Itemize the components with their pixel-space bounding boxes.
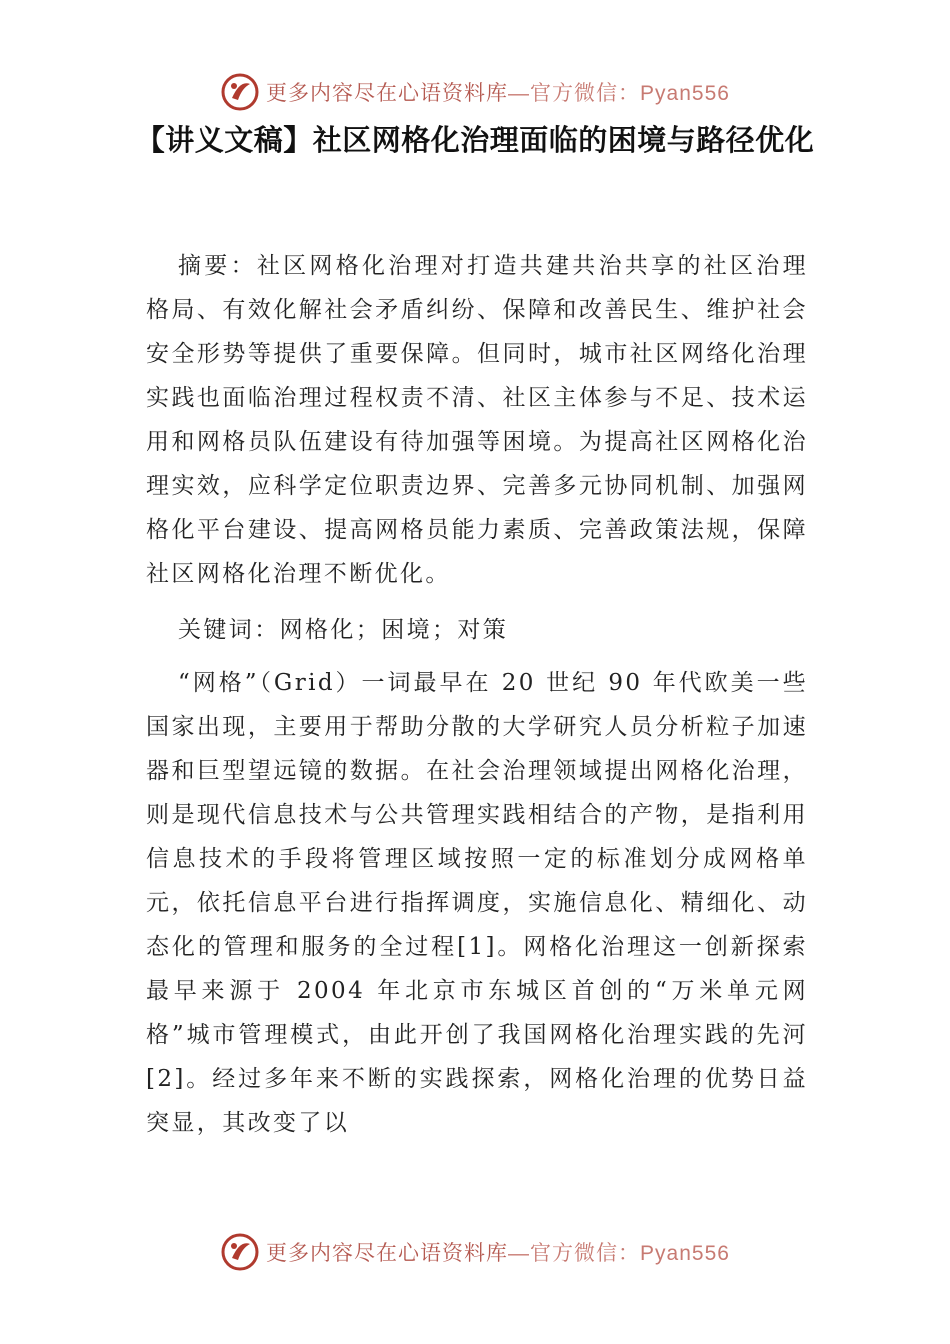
watermark-wechat-text: —官方微信：Pyan556 <box>508 1242 730 1265</box>
keywords-text: 关键词：网格化；困境；对策 <box>178 617 509 643</box>
footer-watermark <box>0 1230 950 1274</box>
abstract-text: 摘要：社区网格化治理对打造共建共治共享的社区治理格局、有效化解社会矛盾纠纷、保障和改善民生、维护社会安全形势等提供了重要保障。但同时，城市社区网络化治理实践也面临治理过程权责不清、社区主体参与不足、技术运用和网格员队伍建设有待加强等困境。为提高社区网格化治理实效，应科学定位职责边界、完善多元协同机制、加强网格化平台建设、提高网格员能力素质、完善政策法规，保障社区网格化治理不断优化。 <box>146 253 808 587</box>
watermark-site-text: 更多内容尽在心语资料库 <box>266 81 509 105</box>
intro-text: “网格”（Grid）一词最早在 20 世纪 90 年代欧美一些国家出现，主要用于帮助分散的大学研究人员分析粒子加速器和巨型望远镜的数据。在社会治理领域提出网格化治理，则是现代信息技术与公共管理实践相结合的产物，是指利用信息技术的手段将管理区域按照一定的标准划分成网格单元，依托信息平台进行指挥调度，实施信息化、精细化、动态化的管理和服务的全过程[1]。网格化治理这一创新探索最早来源于 2004 年北京市东城区首创的“万米单元网格”城市管理模式，由此开创了我国网格化治理实践的先河[2]。经过多年来不断的实践探索，网格化治理的优势日益突显，其改变了以 <box>146 670 808 1136</box>
document-title: 【讲义文稿】社区网格化治理面临的困境与路径优化 <box>135 123 815 157</box>
watermark-wechat-text: —官方微信：Pyan556 <box>508 82 730 105</box>
watermark-site-text: 更多内容尽在心语资料库 <box>266 1241 509 1265</box>
header-watermark <box>0 70 950 114</box>
logo-icon <box>220 72 260 112</box>
logo-icon <box>220 1232 260 1272</box>
abstract-paragraph <box>146 244 808 596</box>
intro-paragraph <box>146 661 808 1145</box>
keywords-paragraph <box>146 608 808 652</box>
